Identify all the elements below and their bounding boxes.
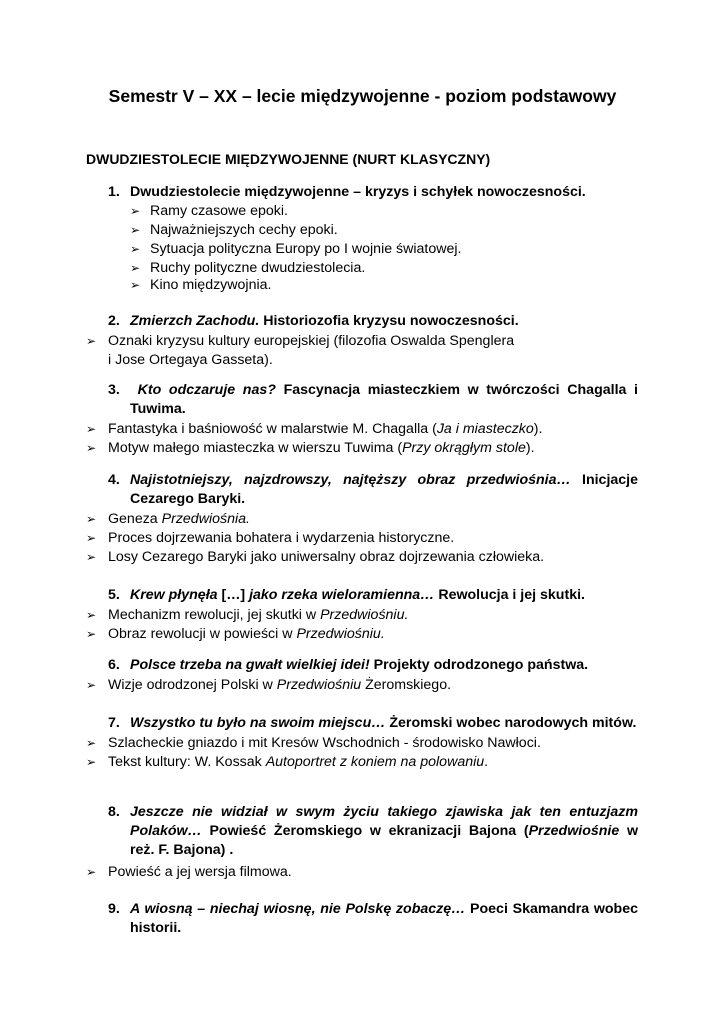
list-item: Proces dojrzewania bohatera i wydarzenia historyczne.: [108, 530, 455, 546]
arrow-bullet-icon: ➢: [86, 512, 97, 526]
list-item: Sytuacja polityczna Europy po I wojnie światowej.: [150, 241, 462, 257]
topic-item-3: [86, 381, 638, 458]
list-item: Oznaki kryzysu kultury europejskiej (filozofia Oswalda Spenglera: [108, 333, 515, 349]
topic-item-7: [86, 714, 638, 772]
arrow-bullet-icon: ➢: [130, 278, 141, 292]
list-item: Ruchy polityczne dwudziestolecia.: [150, 260, 366, 276]
topic-title: Zmierzch Zachodu. Historiozofia kryzysu nowoczesności.: [130, 313, 519, 329]
topic-item-6: [86, 656, 638, 695]
topic-title: Jeszcze nie widział w swym życiu takiego zjawiska jak ten entuzjazm Polaków… Powieść Żeromskiego w ekranizacji Bajona (Przedwiośnie w reż. F. Bajona) .: [130, 804, 638, 858]
arrow-bullet-icon: ➢: [86, 678, 97, 692]
arrow-bullet-icon: ➢: [130, 204, 141, 218]
arrow-bullet-icon: ➢: [86, 865, 97, 879]
topic-title: Polsce trzeba na gwałt wielkiej idei! Projekty odrodzonego państwa.: [130, 657, 589, 673]
topic-number: 2.: [108, 313, 120, 329]
topic-item-9: [108, 900, 638, 938]
topic-number: 7.: [108, 715, 120, 731]
arrow-bullet-icon: ➢: [86, 608, 97, 622]
list-item: Wizje odrodzonej Polski w Przedwiośniu Żeromskiego.: [108, 677, 452, 693]
topic-title: Najistotniejszy, najzdrowszy, najtęższy obraz przedwiośnia… Inicjacje Cezarego Baryki.: [130, 472, 638, 507]
arrow-bullet-icon: ➢: [86, 422, 97, 436]
topic-title: Kto odczaruje nas? Fascynacja miasteczkiem w twórczości Chagalla i Tuwima.: [130, 382, 638, 417]
page-title: Semestr V – XX – lecie międzywojenne - poziom podstawowy: [108, 86, 617, 106]
topic-item-5: [86, 586, 638, 644]
topic-title: A wiosną – niechaj wiosnę, nie Polskę zobaczę… Poeci Skamandra wobec historii.: [130, 901, 638, 936]
arrow-bullet-icon: ➢: [130, 223, 141, 237]
arrow-bullet-icon: ➢: [86, 531, 97, 545]
topic-number: 5.: [108, 587, 120, 603]
list-item: Tekst kultury: W. Kossak Autoportret z koniem na polowaniu.: [108, 754, 489, 770]
list-item: Kino międzywojnia.: [150, 277, 272, 293]
list-item-continuation: i Jose Ortegaya Gasseta).: [108, 352, 273, 368]
list-item: Fantastyka i baśniowość w malarstwie M. Chagalla (Ja i miasteczko).: [108, 421, 543, 437]
topic-number: 1.: [108, 184, 120, 200]
topic-item-2: [86, 312, 638, 370]
list-item: Najważniejszych cechy epoki.: [150, 222, 338, 238]
topic-item-4: [86, 471, 638, 567]
topic-number: 6.: [108, 657, 120, 673]
arrow-bullet-icon: ➢: [86, 627, 97, 641]
topic-number: 4.: [108, 472, 120, 488]
topic-item-8: [86, 803, 638, 882]
topic-title: Wszystko tu było na swoim miejscu… Żeromski wobec narodowych mitów.: [130, 715, 637, 731]
arrow-bullet-icon: ➢: [130, 242, 141, 256]
list-item: Powieść a jej wersja filmowa.: [108, 864, 292, 880]
arrow-bullet-icon: ➢: [86, 334, 97, 348]
arrow-bullet-icon: ➢: [86, 736, 97, 750]
topic-title: Dwudziestolecie międzywojenne – kryzys i schyłek nowoczesności.: [130, 184, 586, 200]
topic-title: Krew płynęła […] jako rzeka wieloramienna… Rewolucja i jej skutki.: [130, 587, 585, 603]
list-item: Losy Cezarego Baryki jako uniwersalny obraz dojrzewania człowieka.: [108, 549, 545, 565]
section-heading: DWUDZIESTOLECIE MIĘDZYWOJENNE (NURT KLASYCZNY): [86, 151, 491, 167]
topic-number: 9.: [108, 901, 120, 917]
list-item: Ramy czasowe epoki.: [150, 203, 288, 219]
arrow-bullet-icon: ➢: [86, 550, 97, 564]
list-item: Obraz rewolucji w powieści w Przedwiośniu.: [108, 626, 385, 642]
list-item: Geneza Przedwiośnia.: [108, 511, 250, 527]
arrow-bullet-icon: ➢: [86, 441, 97, 455]
arrow-bullet-icon: ➢: [86, 755, 97, 769]
topic-number: 8.: [108, 804, 120, 820]
topic-number: 3.: [108, 382, 120, 398]
topic-item-1: [108, 183, 638, 295]
arrow-bullet-icon: ➢: [130, 261, 141, 275]
list-item: Szlacheckie gniazdo i mit Kresów Wschodnich - środowisko Nawłoci.: [108, 735, 541, 751]
list-item: Motyw małego miasteczka w wierszu Tuwima (Przy okrągłym stole).: [108, 440, 535, 456]
list-item: Mechanizm rewolucji, jej skutki w Przedwiośniu.: [108, 607, 409, 623]
